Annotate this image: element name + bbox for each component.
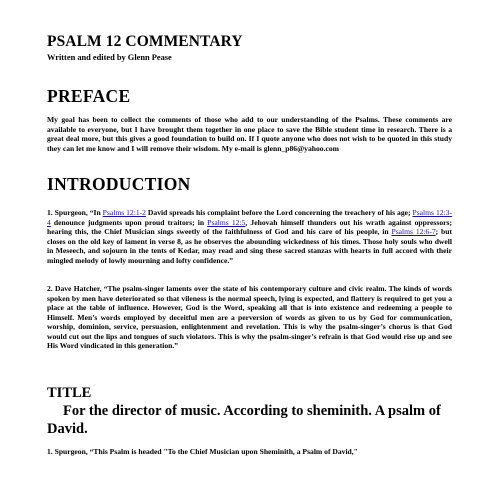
psalm-superscription: For the director of music. According to sheminith. A psalm of David. xyxy=(47,403,441,437)
author-byline: Written and edited by Glenn Pease xyxy=(47,53,172,62)
scripture-link-psalms-12-6-7[interactable]: Psalms 12:6-7 xyxy=(391,227,436,236)
document-title: PSALM 12 COMMENTARY xyxy=(47,33,243,50)
title-heading: TITLE xyxy=(47,385,92,401)
preface-paragraph: My goal has been to collect the comments of those who add to our understanding of the Psalms. These comments are available to everyone, but I have brought them together in one place to save the Bible student time in research. There is a great deal more, but this gives a good foundation to build on. If I quote anyone who does not wish to be quoted in this study they can let me know and I will remove their wisdom. My e-mail is glenn_p86@yahoo.com xyxy=(47,115,452,153)
spurgeon-intro-paragraph xyxy=(47,208,452,265)
hatcher-paragraph: 2. Dave Hatcher, “The psalm-singer laments over the state of his contemporary culture and civic realm. The kinds of words spoken by men have deteriorated so that vileness is the normal speech, lying is expected, and flattery is required to get you a place at the table of influence. However, God is the Word, speaking all that is into existence and redeeming a people to Himself. Men’s words employed by deceitful men are a perversion of words as given to us by God for communication, worship, dominion, service, persuasion, enlightenment and revelation. This is why the psalm-singer’s chorus is that God would cut out the lips and tongues of such violators. This is why the psalm-singer’s refrain is that God would rise up and see His Word vindicated in this generation.” xyxy=(47,284,452,350)
spurgeon-title-paragraph: 1. Spurgeon, “This Psalm is headed "To the Chief Musician upon Sheminith, a Psalm of David," xyxy=(47,447,358,456)
spurgeon-lead-text: 1. Spurgeon, “In xyxy=(47,208,103,217)
spurgeon-text-part: , Jehovah himself thunders out his wrath against oppressors; hearing this, the Chief Musician sings sweetly of the faithfulness of God and his care of his people, in xyxy=(47,217,452,236)
introduction-heading: INTRODUCTION xyxy=(47,174,191,194)
spurgeon-text-part: denounce judgments upon proud traitors; in xyxy=(50,217,208,227)
scripture-link-psalms-12-5[interactable]: Psalms 12:5 xyxy=(207,217,246,227)
scripture-link-psalms-12-1-2[interactable]: Psalms 12:1-2 xyxy=(102,208,146,217)
scripture-link-psalms-12-3-4[interactable]: Psalms 12:3-4 xyxy=(47,208,452,227)
spurgeon-tail-text: ; but closes on the old key of lament in verse 8, as he observes the abounding wickedness of his times. Those holy souls who dwell in Meseech, and sojourn in the tents of Kedar, may read and sing these sacred stanzas with hearts in full accord with their mingled melody of lowly mourning and lofty confidence.” xyxy=(47,227,452,265)
spurgeon-text-part: David spreads his complaint before the Lord concerning the treachery of his age; xyxy=(145,208,413,217)
preface-heading: PREFACE xyxy=(47,86,131,106)
